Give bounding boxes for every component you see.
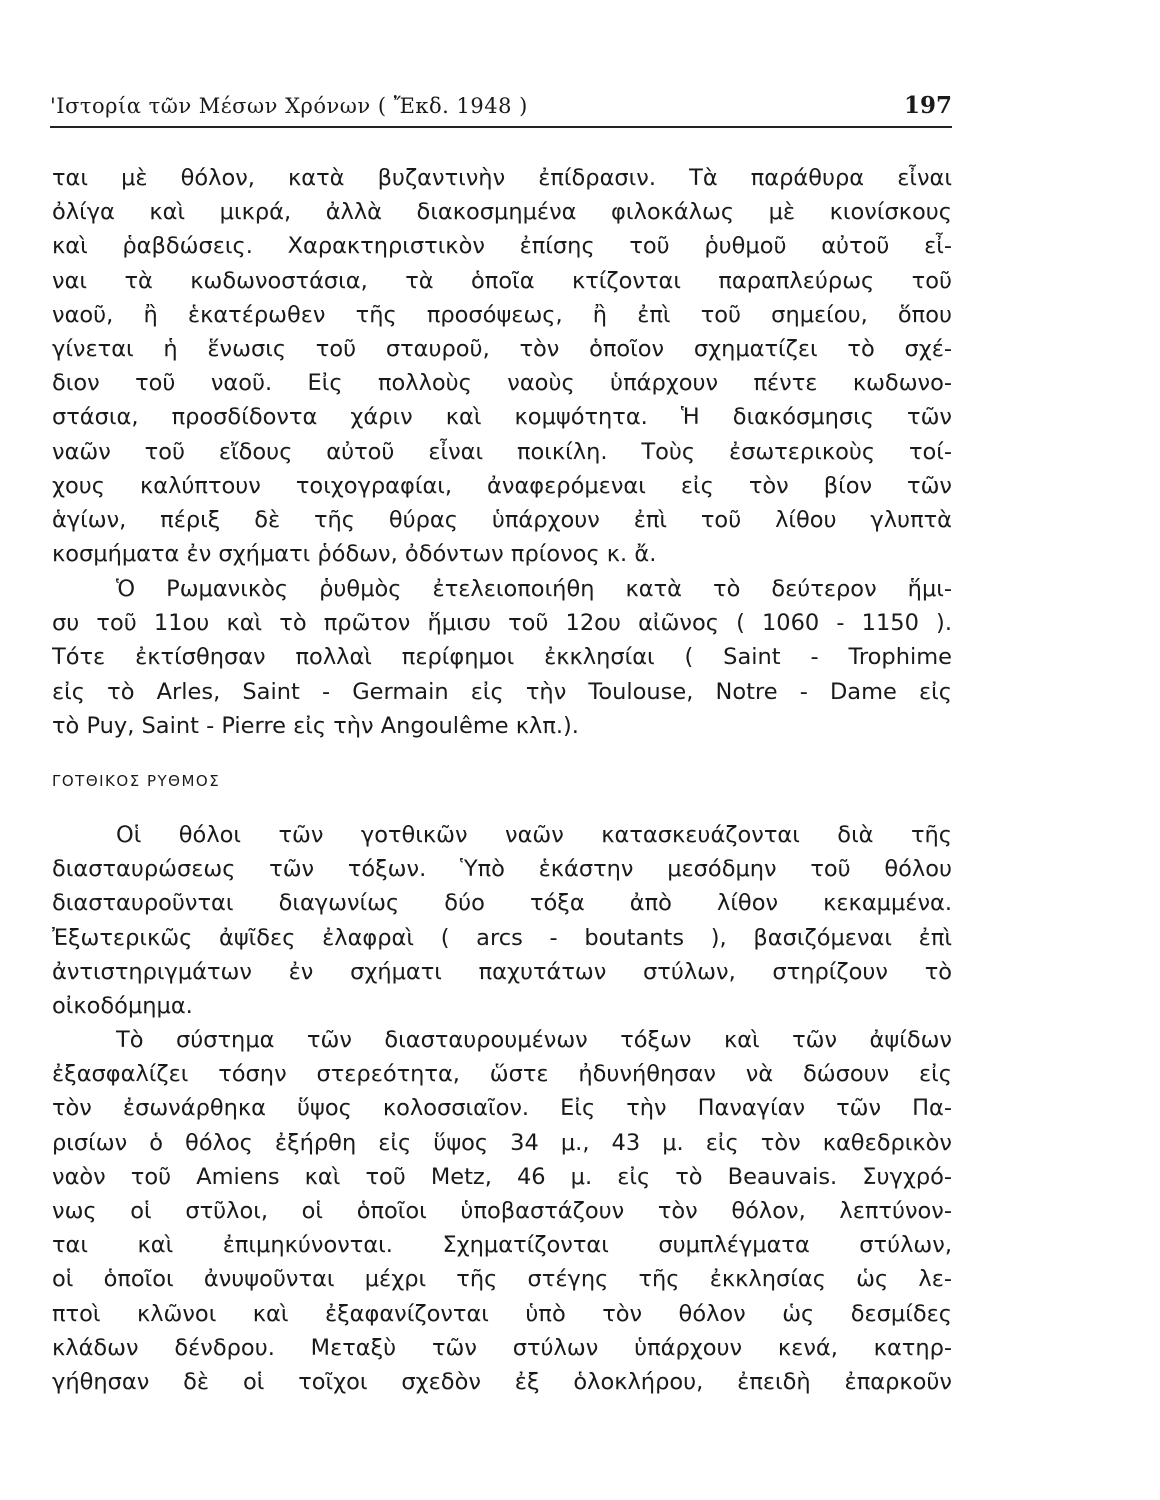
text-line: συ τοῦ 11ου καὶ τὸ πρῶτον ἥμισυ τοῦ 12ου αἰῶνος ( 1060 - 1150 ). [52,610,952,637]
text-line: πτοὶ κλῶνοι καὶ ἐξαφανίζονται ὑπὸ τὸν θόλον ὡς δεσμίδες [52,1300,952,1327]
text-line: Ὁ Ρωμανικὸς ῥυθμὸς ἐτελειοποιήθη κατὰ τὸ δεύτερον ἥμι- [116,576,952,602]
paragraph-romanesque-decoration [52,161,952,571]
page-number: 197 [903,92,952,119]
paragraph-gothic-vaults [52,818,952,1023]
section-heading: ΓΟΤΘΙΚΟΣ ΡΥΘΜΟΣ [52,772,221,790]
text-line: ἐξασφαλίζει τόσην στερεότητα, ὥστε ἠδυνήθησαν νὰ δώσουν εἰς [52,1061,952,1088]
text-line: ναὸν τοῦ Amiens καὶ τοῦ Metz, 46 μ. εἰς τὸ Beauvais. Συγχρό- [52,1163,952,1190]
text-line: γίνεται ἡ ἕνωσις τοῦ σταυροῦ, τὸν ὁποῖον σχηματίζει τὸ σχέ- [52,335,952,362]
text-line: Οἱ θόλοι τῶν γοτθικῶν ναῶν κατασκευάζονται διὰ τῆς [116,822,952,848]
text-line: οἰκοδόμημα. [52,992,193,1019]
text-line: ναῶν τοῦ εἴδους αὐτοῦ εἶναι ποικίλη. Τοὺς ἐσωτερικοὺς τοί- [52,438,952,465]
paragraph-romanesque-perfection [52,572,952,743]
text-line: καὶ ῥαβδώσεις. Χαρακτηριστικὸν ἐπίσης τοῦ ῥυθμοῦ αὐτοῦ εἶ- [52,233,952,260]
text-line: τὸν ἐσωνάρθηκα ὕψος κολοσσιαῖον. Εἰς τὴν Παναγίαν τῶν Πα- [52,1095,952,1122]
text-line: κοσμήματα ἐν σχήματι ῥόδων, ὀδόντων πρίονος κ. ἄ. [52,541,657,568]
text-line: εἰς τὸ Arles, Saint - Germain εἰς τὴν Toulouse, Notre - Dame εἰς [52,678,952,705]
text-line: στάσια, προσδίδοντα χάριν καὶ κομψότητα. Ἡ διακόσμησις τῶν [52,404,952,431]
text-line: διον τοῦ ναοῦ. Εἰς πολλοὺς ναοὺς ὑπάρχουν πέντε κωδωνο- [52,370,952,397]
text-line: ρισίων ὁ θόλος ἐξήρθη εἰς ὕψος 34 μ., 43 μ. εἰς τὸν καθεδρικὸν [52,1129,952,1156]
text-line: ὀλίγα καὶ μικρά, ἀλλὰ διακοσμημένα φιλοκάλως μὲ κιονίσκους [52,199,952,226]
text-line: ται μὲ θόλον, κατὰ βυζαντινὴν ἐπίδρασιν. Τὰ παράθυρα εἶναι [52,165,952,191]
text-line: Ἐξωτερικῶς ἀψῖδες ἐλαφραὶ ( arcs - boutants ), βασιζόμεναι ἐπὶ [52,924,952,951]
header-title: 'Ιστορία τῶν Μέσων Χρόνων ( Ἔκδ. 1948 ) [50,94,528,118]
text-line: διασταυρώσεως τῶν τόξων. Ὑπὸ ἑκάστην μεσόδμην τοῦ θόλου [52,856,952,883]
text-line: Τότε ἐκτίσθησαν πολλαὶ περίφημοι ἐκκλησίαι ( Saint - Trophime [52,644,952,671]
text-line: διασταυροῦνται διαγωνίως δύο τόξα ἀπὸ λίθον κεκαμμένα. [52,890,952,917]
text-line: ναοῦ, ἢ ἑκατέρωθεν τῆς προσόψεως, ἢ ἐπὶ τοῦ σημείου, ὅπου [52,301,952,328]
text-line: γήθησαν δὲ οἱ τοῖχοι σχεδὸν ἐξ ὁλοκλήρου, ἐπειδὴ ἐπαρκοῦν [52,1368,952,1395]
text-line: τὸ Puy, Saint - Pierre εἰς τὴν Angoulême κλπ.). [52,712,579,739]
text-line: ναι τὰ κωδωνοστάσια, τὰ ὁποῖα κτίζονται παραπλεύρως τοῦ [52,267,952,294]
text-line: ται καὶ ἐπιμηκύνονται. Σχηματίζονται συμπλέγματα στύλων, [52,1232,952,1259]
running-header [50,92,952,128]
text-line: Τὸ σύστημα τῶν διασταυρουμένων τόξων καὶ τῶν ἀψίδων [116,1027,952,1053]
text-line: κλάδων δένδρου. Μεταξὺ τῶν στύλων ὑπάρχουν κενά, κατηρ- [52,1334,952,1361]
text-line: ἁγίων, πέριξ δὲ τῆς θύρας ὑπάρχουν ἐπὶ τοῦ λίθου γλυπτὰ [52,506,952,533]
text-line: οἱ ὁποῖοι ἀνυψοῦνται μέχρι τῆς στέγης τῆς ἐκκλησίας ὡς λε- [52,1266,952,1293]
text-line: ἀντιστηριγμάτων ἐν σχήματι παχυτάτων στύλων, στηρίζουν τὸ [52,958,952,985]
text-line: χους καλύπτουν τοιχογραφίαι, ἀναφερόμεναι εἰς τὸν βίον τῶν [52,472,952,499]
paragraph-gothic-system [52,1023,952,1399]
text-line: νως οἱ στῦλοι, οἱ ὁποῖοι ὑποβαστάζουν τὸν θόλον, λεπτύνον- [52,1197,952,1224]
